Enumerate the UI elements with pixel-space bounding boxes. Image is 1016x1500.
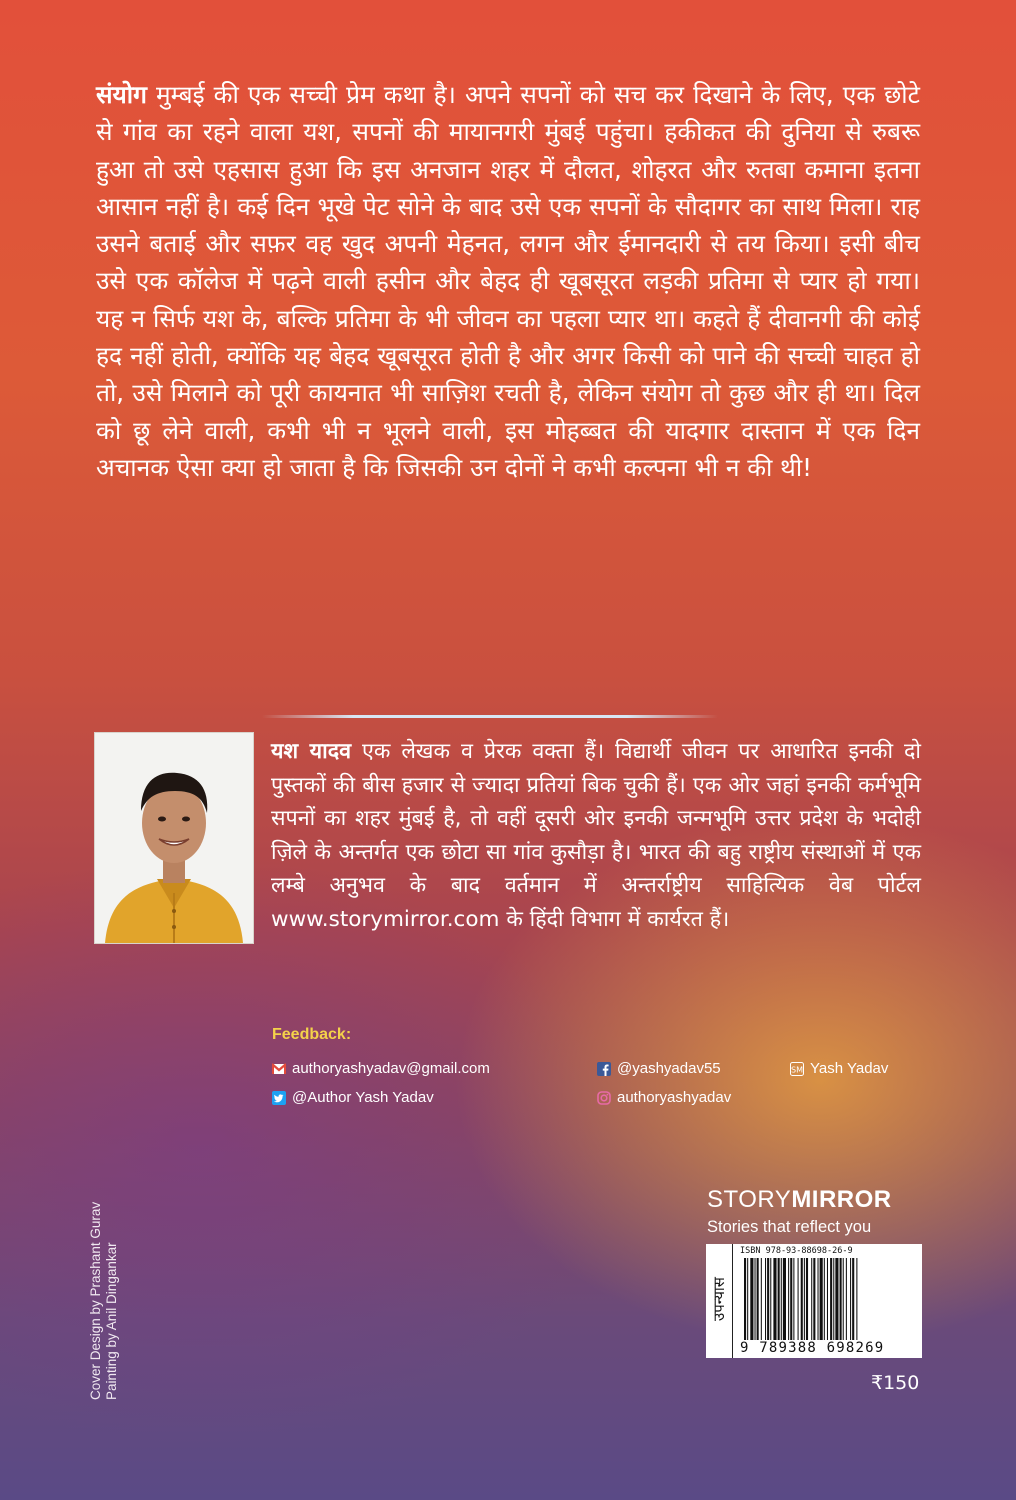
barcode-bar: [793, 1258, 794, 1340]
email-text: authoryashyadav@gmail.com: [292, 1060, 490, 1077]
barcode-bar: [850, 1258, 851, 1340]
gmail-icon: [272, 1062, 286, 1076]
barcode-bar: [755, 1258, 756, 1340]
barcode-bar: [835, 1258, 838, 1340]
barcode-bar: [773, 1258, 776, 1340]
facebook-handle: @yashyadav55: [617, 1060, 721, 1077]
price: ₹150: [871, 1372, 920, 1394]
storymirror-profile: Yash Yadav: [810, 1060, 889, 1077]
publisher-name-story: STORY: [707, 1186, 792, 1213]
barcode-number: 9 789388 698269: [740, 1340, 885, 1356]
facebook-contact[interactable]: [597, 1060, 721, 1077]
barcode-bar: [840, 1258, 842, 1340]
author-bio-text: एक लेखक व प्रेरक वक्ता हैं। विद्यार्थी जीवन पर आधारित इनकी दो पुस्तकों की बीस हजार से ज्यादा प्रतियां बिक चुकी हैं। एक ओर जहां इनकी कर्मभूमि सपनों का शहर मुंबई है, तो वहीं दूसरी ओर इनकी जन्मभूमि उत्तर प्रदेश के भदोही ज़िले के अन्तर्गत एक छोटा सा गांव कुसौड़ा है। भारत की बहु राष्ट्रीय संस्थाओं में एक लम्बे अनुभव के बाद वर्तमान में अन्तर्राष्ट्रीय साहित्यिक वेब पोर्टल www.storymirror.com के हिंदी विभाग में कार्यरत हैं।: [271, 739, 921, 932]
painting-credit: Painting by Anil Dingankar: [104, 1242, 119, 1400]
genre-label-box: [706, 1244, 733, 1358]
barcode-bar: [830, 1258, 832, 1340]
instagram-icon: [597, 1091, 611, 1105]
twitter-contact[interactable]: [272, 1089, 434, 1106]
storymirror-icon: [790, 1062, 804, 1076]
barcode-bar: [806, 1258, 808, 1340]
instagram-handle: authoryashyadav: [617, 1089, 732, 1106]
barcode-bar: [818, 1258, 819, 1340]
author-bio: [271, 735, 921, 936]
svg-text:SM: SM: [791, 1065, 803, 1074]
feedback-title: Feedback:: [272, 1026, 352, 1043]
isbn-text: ISBN 978-93-88698-26-9: [740, 1246, 853, 1256]
barcode-bar: [750, 1258, 753, 1340]
storymirror-contact[interactable]: [790, 1060, 888, 1077]
barcode-bars: [744, 1258, 914, 1340]
barcode-bar: [801, 1258, 803, 1340]
barcode-bar: [790, 1258, 792, 1340]
barcode-bar: [783, 1258, 786, 1340]
section-divider: [262, 715, 718, 718]
blurb-title-word: संयोग: [96, 80, 147, 109]
instagram-contact[interactable]: [597, 1089, 731, 1106]
barcode-bar: [761, 1258, 762, 1340]
barcode-bar: [767, 1258, 769, 1340]
email-contact[interactable]: [272, 1060, 490, 1077]
barcode-bar: [747, 1258, 748, 1340]
publisher-tagline: Stories that reflect you: [707, 1218, 872, 1236]
barcode-bar: [813, 1258, 815, 1340]
barcode-bar: [856, 1258, 857, 1340]
publisher-logo: [707, 1186, 892, 1214]
barcode-bar: [788, 1258, 789, 1340]
publisher-name-mirror: MIRROR: [791, 1186, 892, 1213]
facebook-icon: [597, 1062, 611, 1076]
blurb-paragraph: [96, 76, 920, 486]
blurb-text: मुम्बई की एक सच्ची प्रेम कथा है। अपने सपनों को सच कर दिखाने के लिए, एक छोटे से गांव का रहने वाला यश, सपनों की मायानगरी मुंबई पहुंचा। हकीकत की दुनिया से रुबरू हुआ तो उसे एहसास हुआ कि इस अनजान शहर में दौलत, शोहरत और रुतबा कमाना इतना आसान नहीं है। कई दिन भूखे पेट सोने के बाद उसे एक सपनों के सौदागर का साथ मिला। राह उसने बताई और सफ़र वह खुद अपनी मेहनत, लगन और ईमानदारी से तय किया। इसी बीच उसे एक कॉलेज में पढ़ने वाली हसीन और बेहद ही खूबसूरत लड़की प्रतिमा से प्यार हो गया। यह न सिर्फ यश के, बल्कि प्रतिमा के भी जीवन का पहला प्यार था। कहते हैं दीवानगी की कोई हद नहीं होती, क्योंकि यह बेहद खूबसूरत होती है और अगर किसी को पाने की सच्ची चाहत हो तो, उसे मिलाने को पूरी कायनात भी साज़िश रचती है, लेकिन संयोग तो कुछ और ही था। दिल को छू लेने वाली, कभी भी न भूलने वाली, इस मोहब्बत की यादगार दास्तान में एक दिन अचानक ऐसा क्या हो जाता है कि जिसकी उन दोनों ने कभी कल्पना भी न की थी!: [96, 80, 921, 482]
barcode-bar: [798, 1258, 799, 1340]
barcode-bar: [804, 1258, 805, 1340]
barcode-bar: [833, 1258, 834, 1340]
barcode-bar: [846, 1258, 847, 1340]
barcode-bar: [811, 1258, 812, 1340]
barcode-bar: [824, 1258, 825, 1340]
twitter-icon: [272, 1091, 286, 1105]
twitter-handle: @Author Yash Yadav: [292, 1089, 434, 1106]
genre-label: उपन्यास: [710, 1277, 728, 1321]
author-name: यश यादव: [271, 739, 352, 764]
barcode-bar: [820, 1258, 823, 1340]
barcode-bar: [770, 1258, 771, 1340]
barcode-bar: [778, 1258, 780, 1340]
barcode-bar: [852, 1258, 854, 1340]
barcode-bar: [757, 1258, 759, 1340]
barcode-bar: [843, 1258, 844, 1340]
barcode-bar: [827, 1258, 828, 1340]
cover-design-credit: Cover Design by Prashant Gurav: [88, 1201, 103, 1400]
barcode-bar: [744, 1258, 746, 1340]
barcode-bar: [781, 1258, 782, 1340]
cover-credits: [88, 1140, 120, 1400]
barcode-bar: [765, 1258, 766, 1340]
author-photo: [94, 732, 254, 944]
